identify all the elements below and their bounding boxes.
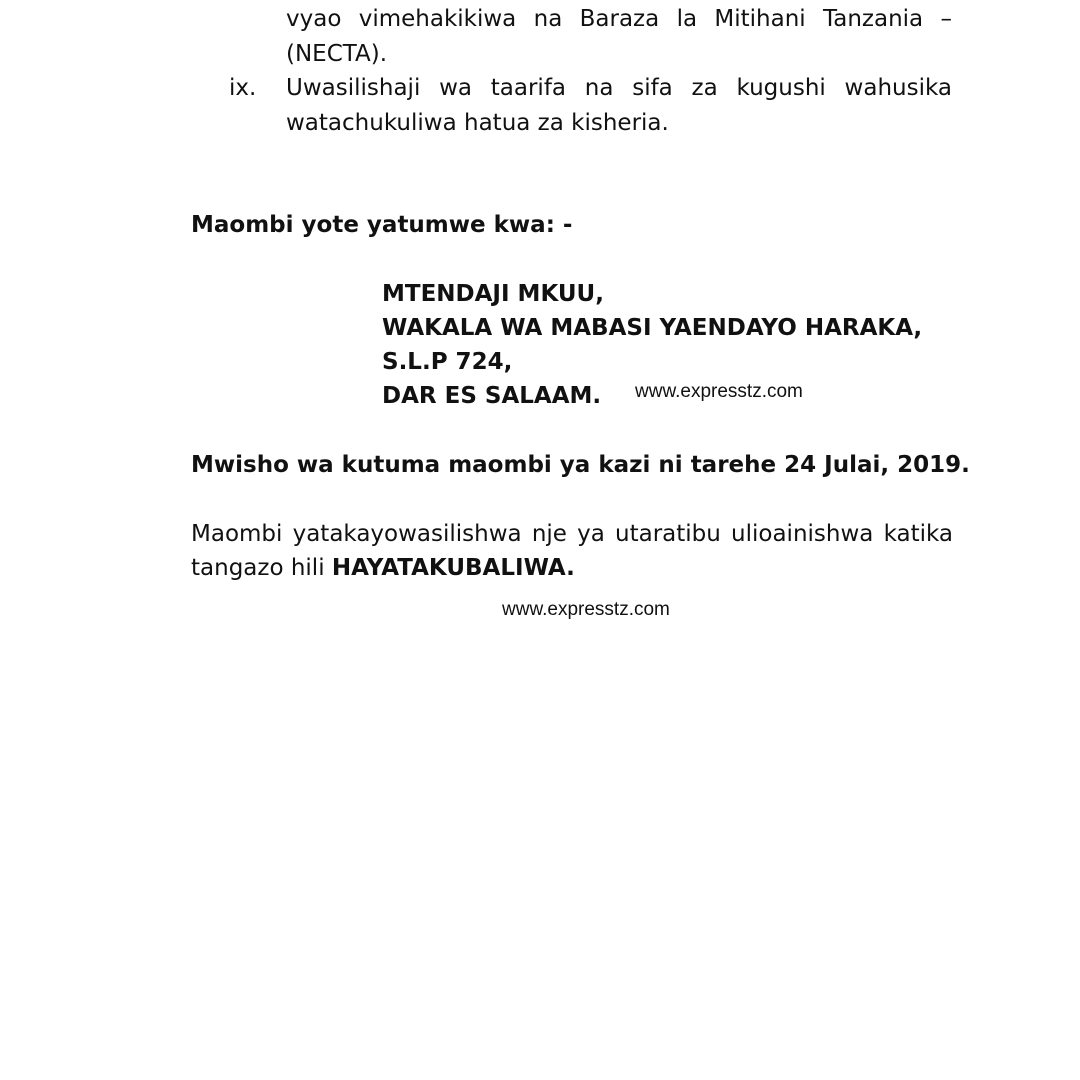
note-line-2: [191, 551, 575, 585]
item-ix-line-2: watachukuliwa hatua za kisheria.: [286, 110, 669, 136]
item-viii-line-2: (NECTA).: [286, 41, 388, 67]
address-line-4: DAR ES SALAAM.: [382, 383, 602, 409]
watermark-text-1: www.expresstz.com: [635, 381, 803, 402]
watermark-text-2: www.expresstz.com: [502, 599, 670, 620]
note-line-2-prefix: tangazo hili: [191, 555, 332, 581]
address-line-3: S.L.P 724,: [382, 349, 513, 375]
address-line-2: WAKALA WA MABASI YAENDAYO HARAKA,: [382, 315, 923, 341]
deadline-text: Mwisho wa kutuma maombi ya kazi ni tarehe 24 Julai, 2019.: [191, 452, 970, 478]
note-line-1: Maombi yatakayowasilishwa nje ya utaratibu ulioainishwa katika: [191, 521, 953, 547]
address-line-1: MTENDAJI MKUU,: [382, 281, 604, 307]
send-to-heading: Maombi yote yatumwe kwa: -: [191, 212, 573, 238]
item-viii-line-1: vyao vimehakikiwa na Baraza la Mitihani Tanzania –: [286, 6, 952, 32]
note-line-2-bold: HAYATAKUBALIWA.: [331, 555, 575, 581]
item-ix-line-1: Uwasilishaji wa taarifa na sifa za kugushi wahusika: [286, 75, 952, 101]
item-ix-marker: ix.: [229, 75, 257, 101]
